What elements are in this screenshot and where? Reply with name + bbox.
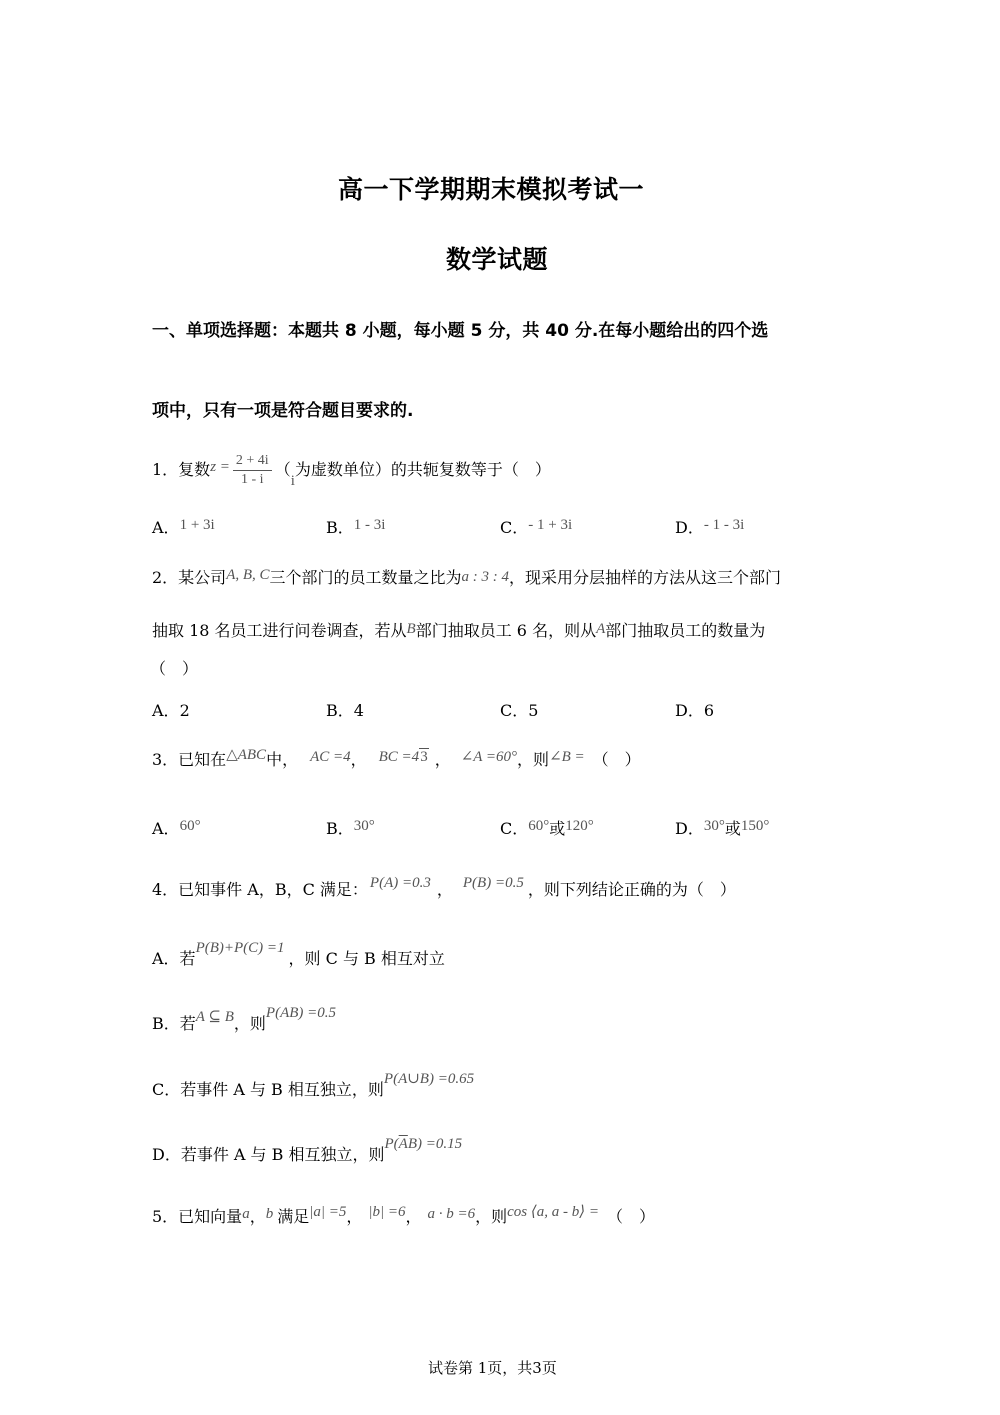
- q3-text: ，: [434, 750, 451, 769]
- q5-text: ，: [405, 1207, 422, 1226]
- option-value: 1 - 3i: [353, 517, 386, 533]
- math-p: P(: [384, 1136, 399, 1152]
- option-value: - 1 + 3i: [528, 517, 573, 533]
- q3-math-angle-a: ∠A =60°: [460, 749, 518, 765]
- q1-fraction: [233, 452, 272, 489]
- q3-text: ，则: [517, 750, 550, 769]
- q5-math-norm-b: |b| =6: [368, 1204, 406, 1220]
- q4-option-a[interactable]: [152, 940, 445, 969]
- section-heading-line2: 项中，只有一项是符合题目要求的.: [152, 401, 414, 421]
- q1-option-a[interactable]: [152, 515, 215, 538]
- q1-option-c[interactable]: [500, 515, 572, 538]
- q3-math-sqrt: 3: [420, 749, 428, 765]
- page-footer: 试卷第 1页，共3页: [428, 1359, 557, 1377]
- question-4: [152, 875, 736, 901]
- q3-option-d[interactable]: [675, 816, 769, 839]
- q3-math-bc: BC =4: [378, 749, 420, 765]
- q3-option-c[interactable]: [500, 816, 594, 839]
- question-1: [152, 452, 551, 489]
- q5-text: ，则: [475, 1207, 508, 1226]
- option-text: D．若事件 A 与 B 相互独立，则: [152, 1145, 385, 1164]
- section-heading-line1: 一、单项选择题：本题共 8 小题，每小题 5 分，共 40 分.在每小题给出的四个选: [152, 321, 769, 341]
- option-math: P(A∪B) =0.65: [383, 1071, 475, 1087]
- q3-text: ，: [350, 750, 367, 769]
- q1-numerator: 2 + 4i: [233, 452, 272, 471]
- q2-math-a: A: [596, 621, 606, 637]
- option-letter: A．: [152, 701, 180, 720]
- q3-text: （ ）: [592, 750, 641, 769]
- option-letter: C．: [500, 701, 529, 720]
- question-2-line1: [152, 568, 781, 589]
- q3-text: 3．已知在: [152, 750, 227, 769]
- option-value: - 1 - 3i: [703, 517, 745, 533]
- option-text: B．若: [152, 1014, 196, 1033]
- option-letter: C．: [500, 518, 529, 537]
- exam-title: 高一下学期期末模拟考试一: [338, 175, 645, 204]
- q2-math-abc: A, B, C: [226, 567, 270, 583]
- q1-paren: （: [274, 460, 291, 479]
- q5-text: ，: [346, 1207, 363, 1226]
- option-letter: B．: [326, 819, 354, 838]
- option-math: [385, 1136, 463, 1152]
- option-letter: C．: [500, 819, 529, 838]
- option-value: 2: [179, 701, 190, 720]
- q2-option-c[interactable]: [500, 698, 538, 721]
- option-value: 30°: [703, 818, 725, 834]
- math-a-complement: $\overline{A}$: [398, 1136, 408, 1152]
- q1-denominator: 1 - i: [241, 472, 264, 487]
- option-value-2: 150°: [740, 818, 770, 834]
- option-or: 或: [724, 819, 741, 838]
- option-math: P(B)+P(C) =1: [195, 940, 285, 956]
- q4-option-b[interactable]: [152, 1005, 337, 1034]
- option-text: A．若: [152, 949, 196, 968]
- option-letter: D．: [675, 701, 704, 720]
- q2-text: 部门抽取员工的数量为: [605, 621, 766, 640]
- q3-math-angle-b: ∠B =: [549, 749, 585, 765]
- q3-option-a[interactable]: [152, 816, 201, 839]
- question-3: [152, 747, 641, 771]
- q5-text: ，: [249, 1207, 266, 1226]
- q5-text: （ ）: [606, 1207, 655, 1226]
- q2-option-a[interactable]: [152, 698, 190, 721]
- option-or: 或: [549, 819, 566, 838]
- option-value: 60°: [528, 818, 550, 834]
- q2-math-ratio: a : 3 : 4: [461, 569, 510, 585]
- option-text: ，则 C 与 B 相互对立: [288, 949, 445, 968]
- q1-prefix: 1．复数: [152, 460, 211, 479]
- q1-suffix: 为虚数单位）的共轭复数等于（ ）: [294, 460, 551, 479]
- option-letter: A．: [152, 518, 180, 537]
- q4-text: ，则下列结论正确的为（ ）: [527, 880, 736, 899]
- q2-text: ，现采用分层抽样的方法从这三个部门: [509, 568, 782, 587]
- option-math: P(AB) =0.5: [265, 1005, 337, 1021]
- q5-math-b: b: [265, 1206, 274, 1222]
- exam-subtitle: 数学试题: [446, 245, 549, 274]
- option-letter: D．: [675, 518, 704, 537]
- q5-text: 5．已知向量: [152, 1207, 243, 1226]
- math-rest: B) =0.15: [407, 1136, 463, 1152]
- option-math: A ⊆ B: [195, 1009, 234, 1025]
- q3-math-ac: AC =4: [310, 749, 351, 765]
- option-value: 60°: [179, 818, 201, 834]
- option-letter: B．: [326, 518, 354, 537]
- question-5: [152, 1204, 655, 1228]
- q3-text: 中，: [266, 750, 299, 769]
- q2-text: 2．某公司: [152, 568, 227, 587]
- q4-math-pb: P(B) =0.5: [462, 875, 524, 891]
- option-value: 4: [353, 701, 364, 720]
- q2-text: 三个部门的员工数量之比为: [269, 568, 462, 587]
- q4-text: ，: [436, 880, 453, 899]
- question-2-line2: [152, 621, 765, 642]
- q5-math-cos: cos ⟨a, a - b⟩ =: [507, 1204, 599, 1220]
- option-value-2: 120°: [565, 818, 594, 834]
- q2-text: 抽取 18 名员工进行问卷调查，若从: [152, 621, 407, 640]
- q3-math-triangle: △ABC: [226, 747, 267, 763]
- option-value: 1 + 3i: [179, 517, 215, 533]
- q2-option-b[interactable]: [326, 698, 364, 721]
- option-value: 6: [703, 701, 715, 720]
- q1-z: z =: [210, 459, 230, 475]
- option-letter: D．: [675, 819, 704, 838]
- q5-math-a: a: [242, 1206, 250, 1222]
- option-text: C．若事件 A 与 B 相互独立，则: [152, 1080, 384, 1099]
- q3-option-b[interactable]: [326, 816, 375, 839]
- question-2-answer-paren: （ ）: [150, 659, 199, 678]
- q2-text: 部门抽取员工 6 名，则从: [415, 621, 597, 640]
- q4-option-c[interactable]: [152, 1071, 475, 1100]
- q2-math-b: B: [406, 621, 416, 637]
- q4-option-d[interactable]: [152, 1136, 463, 1165]
- q1-i: i: [290, 473, 295, 489]
- q5-math-dot: a · b =6: [427, 1206, 476, 1222]
- q2-option-d[interactable]: [675, 698, 714, 721]
- option-letter: A．: [152, 819, 180, 838]
- q1-option-b[interactable]: [326, 515, 385, 538]
- option-letter: B．: [326, 701, 354, 720]
- option-value: 5: [528, 701, 539, 720]
- q4-text: 4．已知事件 A，B，C 满足：: [152, 880, 368, 899]
- option-text: ，则: [233, 1014, 266, 1033]
- q5-text: 满足: [277, 1207, 310, 1226]
- option-value: 30°: [353, 818, 375, 834]
- q4-math-pa: P(A) =0.3: [369, 875, 431, 891]
- q1-option-d[interactable]: [675, 515, 744, 538]
- q5-math-norm-a: |a| =5: [309, 1204, 347, 1220]
